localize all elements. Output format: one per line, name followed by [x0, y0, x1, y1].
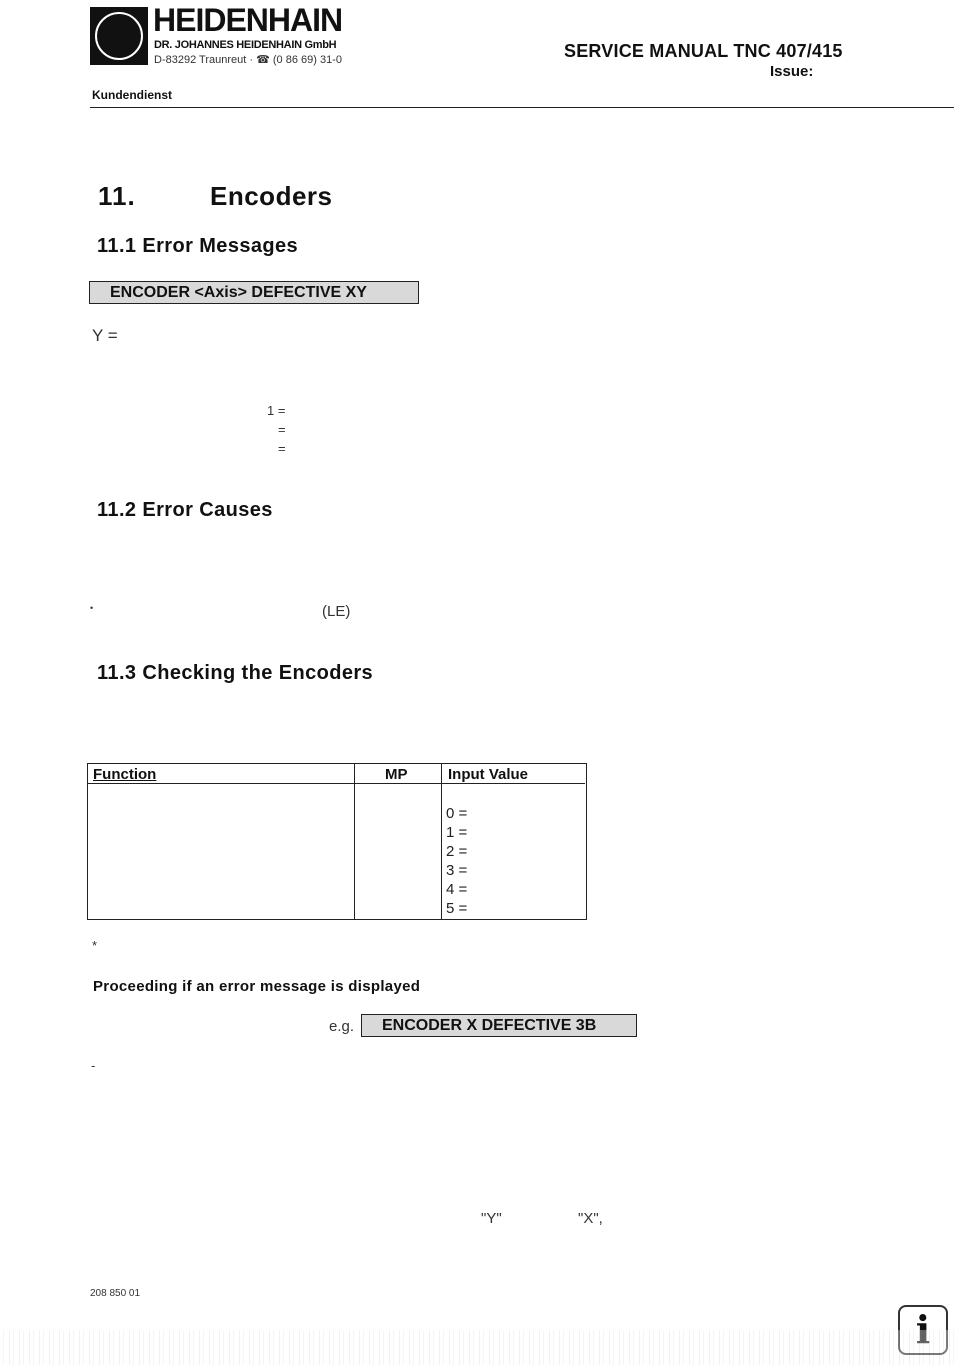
- proceeding-heading: Proceeding if an error message is displayed: [93, 978, 421, 995]
- le-fragment: (LE): [322, 603, 351, 620]
- quote-y-fragment: "Y": [481, 1210, 502, 1227]
- mp-table: [87, 763, 587, 920]
- equals-fragment-a: =: [278, 422, 286, 437]
- input-value-item: 2 =: [446, 843, 468, 860]
- company-address: D-83292 Traunreut · ☎ (0 86 69) 31-0: [154, 54, 342, 66]
- error-message-box: ENCODER <Axis> DEFECTIVE XY: [89, 281, 419, 304]
- company-name: DR. JOHANNES HEIDENHAIN GmbH: [154, 39, 337, 51]
- dash-mark: -: [91, 1058, 96, 1073]
- section-heading-checking-encoders: 11.3 Checking the Encoders: [97, 662, 374, 684]
- chapter-number: 11.: [98, 181, 136, 211]
- table-header-function: Function: [93, 766, 157, 783]
- y-equals-fragment: Y =: [92, 326, 118, 345]
- example-error-message-box: ENCODER X DEFECTIVE 3B: [361, 1014, 637, 1037]
- footnote-star: *: [92, 938, 98, 953]
- section-heading-error-messages: 11.1 Error Messages: [97, 235, 299, 257]
- heidenhain-logo: [90, 7, 148, 65]
- issue-label: Issue:: [770, 63, 814, 80]
- header-divider: [90, 107, 954, 108]
- table-column-divider: [354, 763, 355, 920]
- one-equals-fragment: 1 =: [267, 403, 286, 418]
- table-header-input-value: Input Value: [448, 766, 529, 783]
- input-value-item: 0 =: [446, 805, 468, 822]
- quote-x-fragment: "X",: [578, 1210, 603, 1227]
- input-value-item: 1 =: [446, 824, 468, 841]
- table-header-mp: MP: [385, 766, 408, 783]
- table-top-rule: [87, 763, 586, 764]
- manual-title: SERVICE MANUAL TNC 407/415: [564, 41, 843, 61]
- bullet-mark: •: [90, 603, 94, 613]
- input-value-item: 3 =: [446, 862, 468, 879]
- scan-noise: [0, 1330, 954, 1365]
- table-column-divider: [441, 763, 442, 920]
- department-label: Kundendienst: [92, 88, 172, 102]
- table-header-rule: [88, 783, 585, 784]
- example-prefix: e.g.: [329, 1018, 355, 1035]
- chapter-title: Encoders: [210, 181, 333, 211]
- brand-name: HEIDENHAIN: [153, 2, 343, 38]
- info-icon: i: [898, 1305, 948, 1355]
- section-heading-error-causes: 11.2 Error Causes: [97, 499, 273, 521]
- input-value-item: 5 =: [446, 900, 468, 917]
- input-value-item: 4 =: [446, 881, 468, 898]
- document-number: 208 850 01: [90, 1288, 141, 1299]
- equals-fragment-b: =: [278, 441, 286, 456]
